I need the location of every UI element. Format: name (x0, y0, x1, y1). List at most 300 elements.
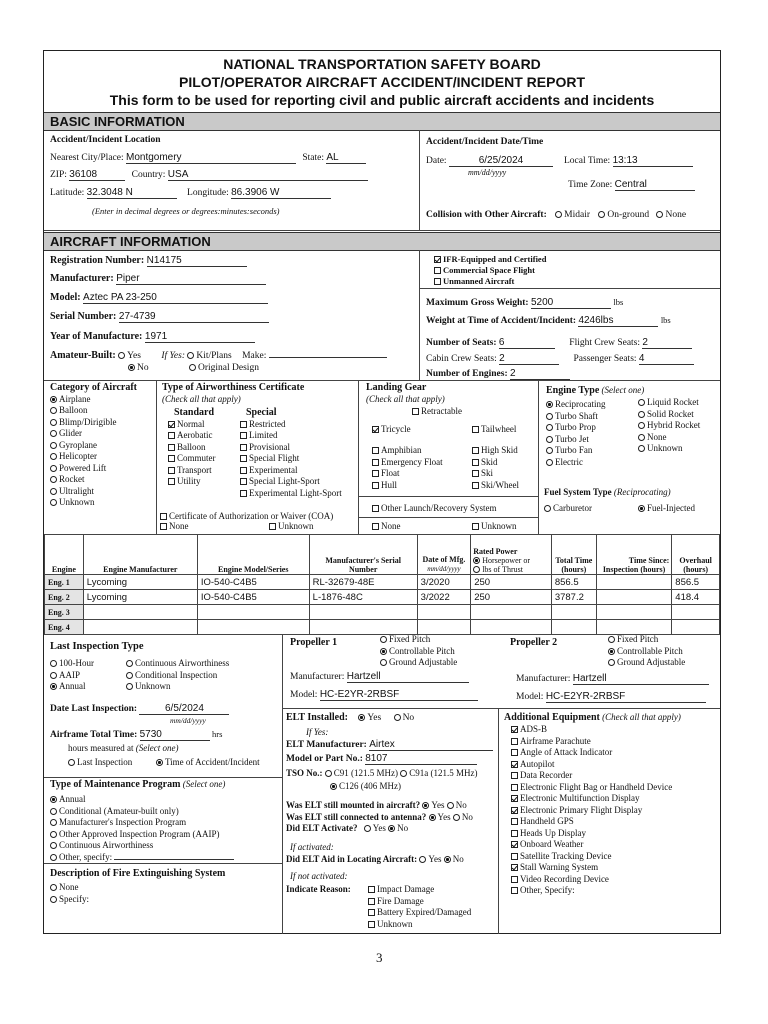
maint-conditional[interactable]: Conditional (Amateur-built only) (50, 806, 234, 818)
checkbox-icon (472, 426, 479, 433)
checkbox-icon (472, 470, 479, 477)
tso-c91[interactable]: C91 (121.5 MHz) (325, 768, 398, 778)
airframe-total-time-field[interactable]: 5730 (140, 729, 210, 741)
radio-selected-icon (50, 396, 57, 403)
radio-icon (50, 660, 57, 667)
spec-exp-light-sport[interactable]: Experimental Light-Sport (240, 488, 342, 500)
coa-unknown[interactable]: Unknown (269, 521, 314, 533)
equip-mfd[interactable]: Electronic Multifunction Display (511, 793, 672, 805)
gear-high-skid[interactable]: High Skid (472, 445, 519, 457)
equip-video-recording[interactable]: Video Recording Device (511, 874, 672, 886)
equip-autopilot[interactable]: Autopilot (511, 759, 672, 771)
std-normal[interactable]: Normal (168, 419, 216, 431)
country-label: Country: (131, 170, 166, 180)
checkbox-icon (372, 482, 379, 489)
prop2-fixed-pitch[interactable]: Fixed Pitch (608, 634, 685, 646)
radio-selected-icon (444, 856, 451, 863)
make-label: Make: (242, 351, 267, 361)
equip-hud[interactable]: Heads Up Display (511, 828, 672, 840)
equip-satellite-tracking[interactable]: Satellite Tracking Device (511, 851, 672, 863)
table-row (45, 575, 720, 590)
insp-annual[interactable]: Annual (50, 681, 94, 693)
checkbox-icon (168, 444, 175, 451)
latitude-field[interactable]: 32.3048 N (87, 187, 177, 199)
gear-ski[interactable]: Ski (472, 468, 519, 480)
prop2-model-field[interactable]: HC-E2YR-2RBSF (546, 691, 706, 703)
checkbox-icon (412, 408, 419, 415)
form-subtitle: This form to be used for reporting civil and public aircraft accidents and incidents (109, 92, 655, 108)
engine-serial-cell[interactable]: L-1876-48C (309, 590, 417, 605)
radio-icon (546, 447, 553, 454)
engine-model-cell[interactable] (197, 620, 309, 635)
engine-manufacturer-cell[interactable] (83, 605, 197, 620)
std-balloon[interactable]: Balloon (168, 442, 216, 454)
prop2-manufacturer-field[interactable]: Hartzell (573, 673, 709, 685)
category-gyroplane[interactable]: Gyroplane (50, 440, 137, 452)
elt-installed-no[interactable]: No (394, 713, 415, 723)
radio-icon (50, 831, 57, 838)
spec-limited[interactable]: Limited (240, 430, 342, 442)
flight-crew-seats-field[interactable]: 2 (642, 337, 692, 349)
engine-total-cell[interactable] (551, 605, 596, 620)
date-last-inspection-field[interactable]: 6/5/2024 (139, 703, 229, 715)
make-field[interactable] (269, 357, 387, 358)
radio-icon (453, 814, 460, 821)
category-title: Category of Aircraft (50, 382, 138, 393)
prop2-model-label: Model: (516, 692, 544, 702)
elt-reason-label: Indicate Reason: (286, 884, 351, 894)
engine-total-cell[interactable]: 3787.2 (551, 590, 596, 605)
fire-none[interactable]: None (50, 882, 89, 894)
maint-continuous[interactable]: Continuous Airworthiness (50, 840, 234, 852)
elt-manufacturer-label: ELT Manufacturer: (286, 740, 367, 750)
amateur-yes[interactable]: Yes (118, 351, 141, 361)
radio-selected-icon (380, 648, 387, 655)
gear-tricycle[interactable]: Tricycle (372, 424, 411, 436)
propeller1-title: Propeller 1 (290, 637, 338, 648)
weight-at-accident-field[interactable]: 4246lbs (578, 315, 658, 327)
engine-overhaul-cell[interactable]: 418.4 (672, 590, 720, 605)
weight-at-accident-label: Weight at Time of Accident/Incident: (426, 316, 577, 326)
checkbox-icon (511, 818, 518, 825)
prop1-model-field[interactable]: HC-E2YR-2RBSF (320, 689, 478, 701)
category-powered-lift[interactable]: Powered Lift (50, 463, 137, 475)
maint-other-field[interactable] (114, 859, 234, 860)
equip-pfd[interactable]: Electronic Primary Flight Display (511, 805, 672, 817)
model-field[interactable]: Aztec PA 23-250 (83, 292, 268, 304)
passenger-seats-field[interactable]: 4 (639, 353, 694, 365)
date-field[interactable]: 6/25/2024 (449, 155, 553, 167)
radio-icon (126, 683, 133, 690)
spec-provisional[interactable]: Provisional (240, 442, 342, 454)
seats-label: Number of Seats: (426, 338, 497, 348)
insp-conditional[interactable]: Conditional Inspection (126, 670, 229, 682)
checkbox-icon (160, 523, 167, 530)
elt-connected-yes[interactable]: Yes (429, 812, 451, 822)
gear-ski-wheel[interactable]: Ski/Wheel (472, 480, 519, 492)
engine-date-cell[interactable]: 3/2020 (417, 575, 471, 590)
checkbox-icon (368, 886, 375, 893)
checkbox-icon (511, 830, 518, 837)
special-heading: Special (246, 407, 277, 418)
elt-model-field[interactable]: 8107 (365, 753, 477, 765)
checkbox-icon (168, 478, 175, 485)
fuel-injected[interactable]: Fuel-Injected (638, 503, 695, 515)
reason-battery[interactable]: Battery Expired/Damaged (368, 907, 471, 919)
longitude-field[interactable]: 86.3906 W (231, 187, 331, 199)
amateur-built-label: Amateur-Built: (50, 350, 116, 361)
elt-aid-no[interactable]: No (444, 854, 464, 864)
collision-midair[interactable]: Midair (555, 210, 590, 220)
maint-annual[interactable]: Annual (50, 794, 234, 806)
engine-date-cell[interactable]: 3/2022 (417, 590, 471, 605)
power-thrust-option[interactable]: lbs of Thrust (473, 565, 549, 574)
category-blimp[interactable]: Blimp/Dirigible (50, 417, 137, 429)
radio-icon (50, 430, 57, 437)
manufacturer-field[interactable]: Piper (116, 273, 266, 285)
elt-connected-no[interactable]: No (453, 812, 473, 822)
engine-total-cell[interactable] (551, 620, 596, 635)
elt-installed-yes[interactable]: Yes (358, 713, 381, 723)
radio-icon (546, 413, 553, 420)
form-header (44, 55, 720, 109)
insp-aaip[interactable]: AAIP (50, 670, 94, 682)
collision-on-ground[interactable]: On-ground (598, 210, 649, 220)
engtype-reciprocating[interactable]: Reciprocating (546, 399, 605, 411)
radio-icon (50, 419, 57, 426)
std-transport[interactable]: Transport (168, 465, 216, 477)
registration-label: Registration Number: (50, 255, 145, 266)
engines-count-field[interactable]: 2 (510, 368, 570, 380)
coa-none[interactable]: None (160, 521, 189, 533)
serial-field[interactable]: 27-4739 (119, 311, 269, 323)
engine-model-cell[interactable] (197, 605, 309, 620)
engine-model-cell[interactable]: IO-540-C4B5 (197, 590, 309, 605)
engine-date-cell[interactable] (417, 620, 471, 635)
fire-specify[interactable]: Specify: (50, 894, 89, 906)
engtype-unknown[interactable]: Unknown (638, 443, 700, 455)
engine-overhaul-cell[interactable]: 856.5 (672, 575, 720, 590)
engtype-turbo-prop[interactable]: Turbo Prop (546, 422, 605, 434)
elt-manufacturer-field[interactable]: Airtex (369, 739, 493, 751)
gear-note: (Check all that apply) (366, 393, 445, 404)
radio-icon (50, 488, 57, 495)
equip-handheld-gps[interactable]: Handheld GPS (511, 816, 672, 828)
tso-c126[interactable]: C126 (406 MHz) (330, 781, 401, 793)
additional-equipment-note: (Check all that apply) (602, 712, 681, 722)
engine-date-cell[interactable] (417, 605, 471, 620)
equip-data-recorder[interactable]: Data Recorder (511, 770, 672, 782)
radio-icon (608, 659, 615, 666)
category-balloon[interactable]: Balloon (50, 405, 137, 417)
engtype-electric[interactable]: Electric (546, 457, 605, 469)
checkbox-checked-icon (511, 807, 518, 814)
radio-icon (187, 352, 194, 359)
engine-inspection-cell[interactable] (596, 590, 672, 605)
engine-overhaul-cell[interactable] (672, 605, 720, 620)
maint-manufacturer[interactable]: Manufacturer's Inspection Program (50, 817, 234, 829)
cabin-crew-seats-label: Cabin Crew Seats: (426, 354, 497, 364)
engine-manufacturer-cell[interactable]: Lycoming (83, 575, 197, 590)
model-label: Model: (50, 292, 81, 303)
engtype-none[interactable]: None (638, 432, 700, 444)
engine-power-cell[interactable]: 250 (471, 590, 552, 605)
zip-label: ZIP: (50, 170, 67, 180)
engine-id: Eng. 1 (45, 575, 84, 590)
checkbox-checked-icon (511, 726, 518, 733)
collision-none[interactable]: None (656, 210, 686, 220)
radio-icon (50, 442, 57, 449)
radio-selected-icon (156, 759, 163, 766)
checkbox-icon (472, 482, 479, 489)
radio-selected-icon (128, 364, 135, 371)
checkbox-icon (269, 523, 276, 530)
engine-inspection-cell[interactable] (596, 620, 672, 635)
max-gross-weight-field[interactable]: 5200 (531, 297, 611, 309)
prop2-ground-adjustable[interactable]: Ground Adjustable (608, 657, 685, 669)
category-glider[interactable]: Glider (50, 428, 137, 440)
kit-plans-option[interactable]: Kit/Plans (187, 351, 231, 361)
equip-ads-b[interactable]: ADS-B (511, 724, 672, 736)
fuel-carburetor[interactable]: Carburetor (544, 503, 592, 515)
engtype-turbo-fan[interactable]: Turbo Fan (546, 445, 605, 457)
radio-selected-icon (422, 802, 429, 809)
checkbox-icon (240, 455, 247, 462)
checkbox-icon (372, 523, 379, 530)
state-label: State: (302, 153, 324, 163)
engtype-turbo-shaft[interactable]: Turbo Shaft (546, 411, 605, 423)
airworthiness-title: Type of Airworthiness Certificate (162, 382, 305, 393)
elt-mounted-question: Was ELT still mounted in aircraft? Yes No (286, 800, 467, 810)
engtype-solid-rocket[interactable]: Solid Rocket (638, 409, 700, 421)
checkbox-checked-icon (372, 426, 379, 433)
category-rocket[interactable]: Rocket (50, 474, 137, 486)
elt-mounted-yes[interactable]: Yes (422, 800, 444, 810)
radio-icon (118, 352, 125, 359)
elt-activate-no[interactable]: No (388, 823, 408, 833)
equip-onboard-weather[interactable]: Onboard Weather (511, 839, 672, 851)
seats-field[interactable]: 6 (499, 337, 555, 349)
prop1-ground-adjustable[interactable]: Ground Adjustable (380, 657, 457, 669)
table-row (45, 605, 720, 620)
zip-field[interactable]: 36108 (69, 169, 125, 181)
engine-type-heading (546, 385, 644, 397)
gear-float[interactable]: Float (372, 468, 443, 480)
equip-airframe-parachute[interactable]: Airframe Parachute (511, 736, 672, 748)
radio-selected-icon (638, 505, 645, 512)
engine-power-cell[interactable] (471, 620, 552, 635)
fuel-system-title: Fuel System Type (544, 487, 612, 497)
radio-icon (50, 465, 57, 472)
city-field[interactable]: Montgomery (126, 152, 296, 164)
tso-c91a[interactable]: C91a (121.5 MHz) (400, 768, 477, 778)
elt-mounted-no[interactable]: No (447, 800, 467, 810)
radio-icon (638, 399, 645, 406)
inspection-date-format: mm/dd/yyyy (170, 716, 206, 725)
if-yes-label: If Yes: (161, 351, 185, 361)
reason-fire-damage[interactable]: Fire Damage (368, 896, 471, 908)
prop2-controllable-pitch[interactable]: Controllable Pitch (608, 646, 685, 658)
col-serial: Manufacturer's Serial Number (309, 535, 417, 575)
prop2-manufacturer-label: Manufacturer: (516, 674, 571, 684)
std-utility[interactable]: Utility (168, 476, 216, 488)
time-zone-field[interactable]: Central (615, 179, 695, 191)
maintenance-heading (50, 779, 225, 791)
prop1-fixed-pitch[interactable]: Fixed Pitch (380, 634, 457, 646)
equip-aoa-indicator[interactable]: Angle of Attack Indicator (511, 747, 672, 759)
prop1-controllable-pitch[interactable]: Controllable Pitch (380, 646, 457, 658)
serial-label: Serial Number: (50, 311, 117, 322)
measured-last-inspection[interactable]: Last Inspection (68, 757, 132, 769)
registration-field[interactable]: N14175 (147, 255, 247, 267)
gear-other-launch[interactable]: Other Launch/Recovery System (372, 503, 496, 515)
elt-activate-yes[interactable]: Yes (364, 823, 386, 833)
engine-model-cell[interactable]: IO-540-C4B5 (197, 575, 309, 590)
radio-icon (400, 770, 407, 777)
spec-special-flight[interactable]: Special Flight (240, 453, 342, 465)
prop1-model-label: Model: (290, 690, 318, 700)
maint-other[interactable]: Other, specify: (50, 852, 234, 864)
reason-impact-damage[interactable]: Impact Damage (368, 884, 471, 896)
year-field[interactable]: 1971 (145, 331, 255, 343)
measured-time-of-accident[interactable]: Time of Accident/Incident (156, 757, 260, 769)
checkbox-checked-icon (511, 864, 518, 871)
equip-other[interactable]: Other, Specify: (511, 885, 672, 897)
coa-option[interactable]: Certificate of Authorization or Waiver (COA) (160, 511, 333, 523)
tso-label: TSO No.: (286, 768, 323, 778)
cabin-crew-seats-field[interactable]: 2 (499, 353, 559, 365)
date-last-inspection-label: Date Last Inspection: (50, 704, 138, 714)
equip-stall-warning[interactable]: Stall Warning System (511, 862, 672, 874)
elt-if-yes: If Yes: (306, 727, 329, 737)
elt-connected-question: Was ELT still connected to antenna? Yes No (286, 811, 473, 822)
checkbox-icon (434, 267, 441, 274)
gear-emergency-float[interactable]: Emergency Float (372, 457, 443, 469)
maint-other-approved[interactable]: Other Approved Inspection Program (AAIP) (50, 829, 234, 841)
gear-hull[interactable]: Hull (372, 480, 443, 492)
checkbox-icon (160, 513, 167, 520)
radio-icon (50, 808, 57, 815)
category-helicopter[interactable]: Helicopter (50, 451, 137, 463)
checkbox-checked-icon (511, 761, 518, 768)
airworthiness-note: (Check all that apply) (162, 393, 241, 404)
col-rated-power: Rated Power (473, 547, 518, 556)
country-field[interactable]: USA (168, 169, 368, 181)
local-time-field[interactable]: 13:13 (613, 155, 693, 167)
gear-tailwheel[interactable]: Tailwheel (472, 424, 516, 436)
time-since-label: Time Since: (628, 556, 670, 565)
col-engine-manufacturer: Engine Manufacturer (83, 535, 197, 575)
gear-retractable[interactable]: Retractable (412, 406, 462, 418)
engtype-liquid-rocket[interactable]: Liquid Rocket (638, 397, 700, 409)
gear-amphibian[interactable]: Amphibian (372, 445, 443, 457)
category-airplane[interactable]: Airplane (50, 394, 137, 406)
engtype-turbo-jet[interactable]: Turbo Jet (546, 434, 605, 446)
time-zone-label: Time Zone: (568, 180, 613, 190)
engine-serial-cell[interactable] (309, 620, 417, 635)
radio-selected-icon (429, 814, 436, 821)
radio-icon (50, 854, 57, 861)
spec-light-sport[interactable]: Special Light-Sport (240, 476, 342, 488)
engine-power-cell[interactable] (471, 605, 552, 620)
radio-icon (546, 424, 553, 431)
spec-restricted[interactable]: Restricted (240, 419, 342, 431)
engine-serial-cell[interactable] (309, 605, 417, 620)
engine-total-cell[interactable]: 856.5 (551, 575, 596, 590)
std-commuter[interactable]: Commuter (168, 453, 216, 465)
radio-selected-icon (330, 783, 337, 790)
category-ultralight[interactable]: Ultralight (50, 486, 137, 498)
elt-if-activated: If activated: (290, 842, 334, 852)
amateur-no[interactable]: No (128, 363, 149, 373)
commercial-space-option[interactable]: Commercial Space Flight (434, 265, 535, 277)
checkbox-icon (240, 490, 247, 497)
checkbox-icon (240, 478, 247, 485)
engine-inspection-cell[interactable] (596, 605, 672, 620)
checkbox-icon (240, 432, 247, 439)
maintenance-note: (Select one) (182, 779, 226, 789)
elt-model-label: Model or Part No.: (286, 754, 363, 764)
engtype-hybrid-rocket[interactable]: Hybrid Rocket (638, 420, 700, 432)
reason-unknown[interactable]: Unknown (368, 919, 471, 931)
engine-manufacturer-cell[interactable] (83, 620, 197, 635)
equip-efb[interactable]: Electronic Flight Bag or Handheld Device (511, 782, 672, 794)
insp-100-hour[interactable]: 100-Hour (50, 658, 94, 670)
radio-icon (546, 436, 553, 443)
category-unknown[interactable]: Unknown (50, 497, 137, 509)
checkbox-icon (368, 921, 375, 928)
gear-unknown[interactable]: Unknown (472, 521, 517, 533)
state-field[interactable]: AL (326, 152, 366, 164)
propeller2-title: Propeller 2 (510, 637, 558, 648)
engine-overhaul-cell[interactable] (672, 620, 720, 635)
checkbox-icon (368, 898, 375, 905)
airworthiness-section (162, 382, 304, 405)
latitude-label: Latitude: (50, 188, 85, 198)
std-aerobatic[interactable]: Aerobatic (168, 430, 216, 442)
radio-icon (638, 434, 645, 441)
spec-experimental[interactable]: Experimental (240, 465, 342, 477)
elt-aid-yes[interactable]: Yes (419, 854, 441, 864)
power-horsepower-option[interactable]: Horsepower or (473, 556, 549, 565)
insp-unknown[interactable]: Unknown (126, 681, 229, 693)
radio-icon (638, 411, 645, 418)
manufacturer-label: Manufacturer: (50, 273, 114, 284)
engine-serial-cell[interactable]: RL-32679-48E (309, 575, 417, 590)
engine-manufacturer-cell[interactable]: Lycoming (83, 590, 197, 605)
insp-continuous[interactable]: Continuous Airworthiness (126, 658, 229, 670)
last-inspection-title: Last Inspection Type (50, 641, 144, 652)
unmanned-option[interactable]: Unmanned Aircraft (434, 276, 514, 288)
radio-icon (50, 884, 57, 891)
original-design-option[interactable]: Original Design (189, 363, 259, 373)
ifr-equipped-option[interactable]: IFR-Equipped and Certified (434, 254, 546, 266)
radio-icon (50, 819, 57, 826)
airframe-total-time-label: Airframe Total Time: (50, 730, 138, 740)
gear-none[interactable]: None (372, 521, 401, 533)
radio-selected-icon (473, 557, 480, 564)
engine-inspection-cell[interactable] (596, 575, 672, 590)
gear-skid[interactable]: Skid (472, 457, 519, 469)
degrees-note: (Enter in decimal degrees or degrees:minutes:seconds) (92, 206, 280, 216)
radio-icon (555, 211, 562, 218)
prop1-manufacturer-field[interactable]: Hartzell (347, 671, 469, 683)
checkbox-icon (168, 467, 175, 474)
basic-information-band: BASIC INFORMATION (44, 112, 720, 131)
engine-power-cell[interactable]: 250 (471, 575, 552, 590)
checkbox-icon (472, 447, 479, 454)
radio-icon (546, 459, 553, 466)
